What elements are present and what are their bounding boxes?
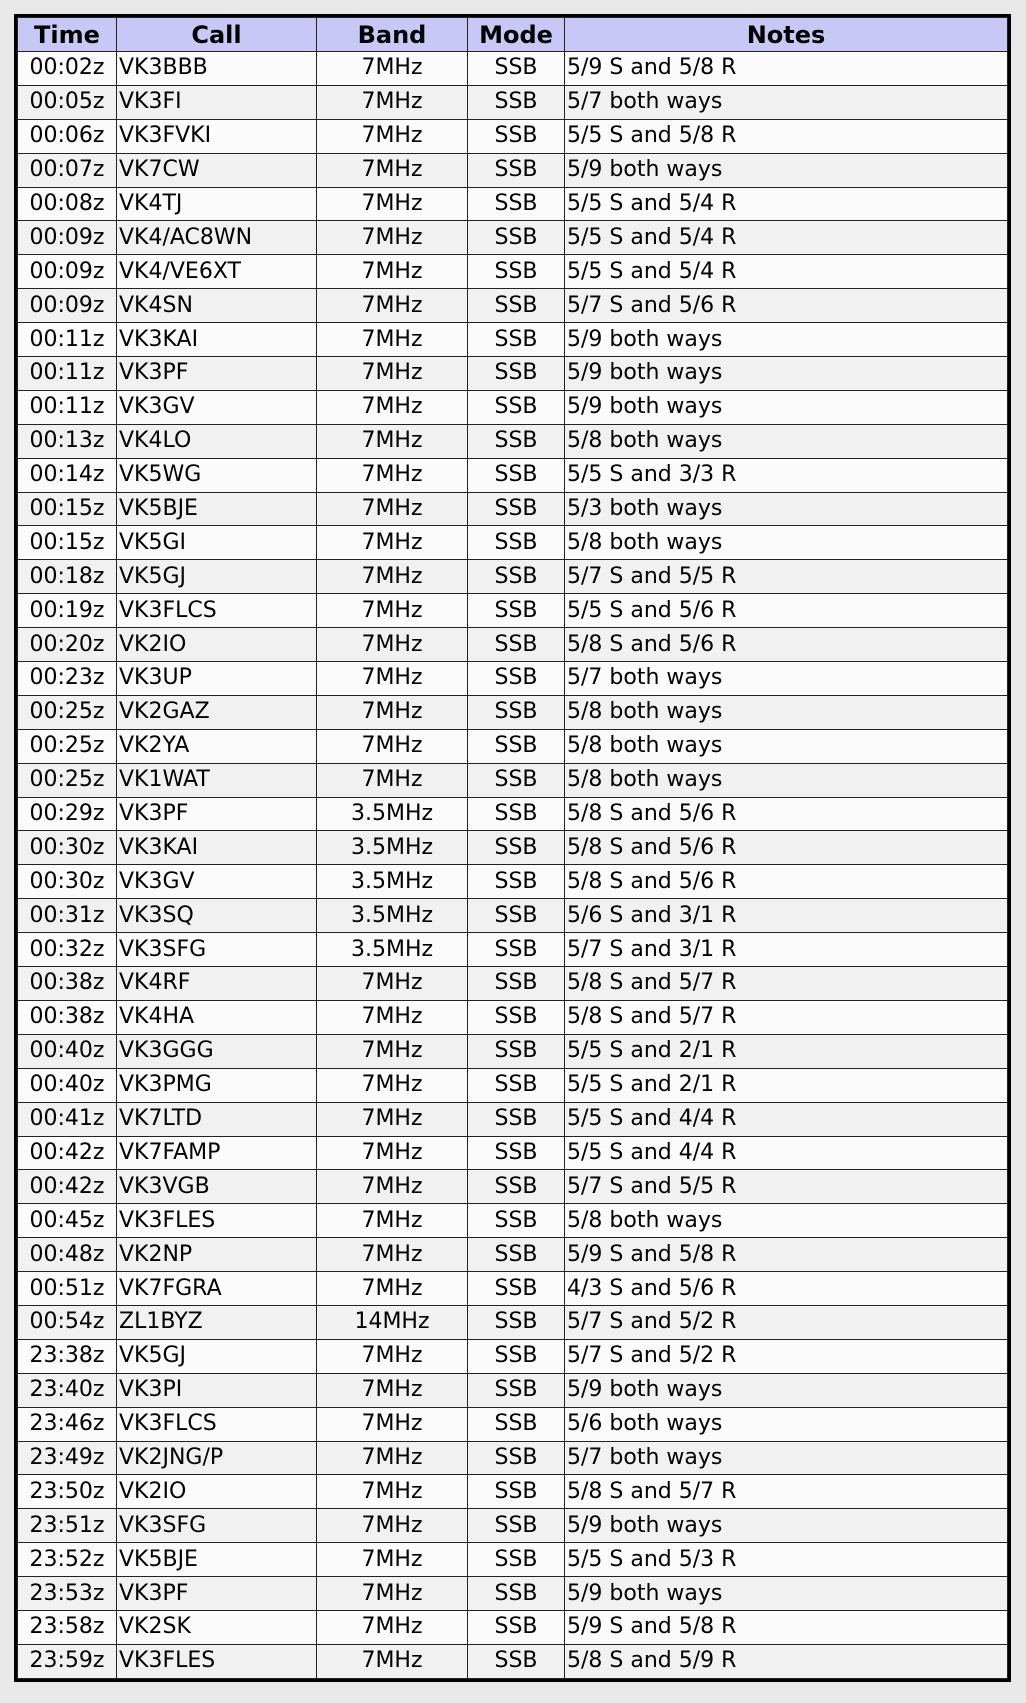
cell-notes: 5/5 S and 4/4 R bbox=[565, 1102, 1008, 1136]
cell-band: 7MHz bbox=[317, 119, 468, 153]
cell-band: 7MHz bbox=[317, 1102, 468, 1136]
cell-band: 7MHz bbox=[317, 390, 468, 424]
cell-call: VK3PF bbox=[117, 1577, 317, 1611]
cell-band: 3.5MHz bbox=[317, 933, 468, 967]
table-row bbox=[18, 1034, 1008, 1068]
cell-band: 7MHz bbox=[317, 1136, 468, 1170]
table-row bbox=[18, 1577, 1008, 1611]
cell-band: 7MHz bbox=[317, 1373, 468, 1407]
cell-band: 7MHz bbox=[317, 1610, 468, 1644]
cell-time: 00:38z bbox=[18, 967, 117, 1001]
cell-time: 23:52z bbox=[18, 1543, 117, 1577]
cell-mode: SSB bbox=[468, 1610, 565, 1644]
cell-band: 7MHz bbox=[317, 52, 468, 86]
cell-mode: SSB bbox=[468, 255, 565, 289]
cell-notes: 5/9 S and 5/8 R bbox=[565, 52, 1008, 86]
table-row bbox=[18, 526, 1008, 560]
cell-time: 00:23z bbox=[18, 662, 117, 696]
cell-notes: 5/9 both ways bbox=[565, 1577, 1008, 1611]
cell-time: 23:46z bbox=[18, 1407, 117, 1441]
cell-band: 7MHz bbox=[317, 1543, 468, 1577]
cell-time: 23:51z bbox=[18, 1509, 117, 1543]
cell-mode: SSB bbox=[468, 560, 565, 594]
cell-time: 00:08z bbox=[18, 187, 117, 221]
cell-mode: SSB bbox=[468, 1475, 565, 1509]
cell-time: 00:51z bbox=[18, 1272, 117, 1306]
cell-mode: SSB bbox=[468, 1577, 565, 1611]
cell-time: 00:25z bbox=[18, 763, 117, 797]
cell-mode: SSB bbox=[468, 1238, 565, 1272]
cell-band: 3.5MHz bbox=[317, 899, 468, 933]
cell-time: 00:09z bbox=[18, 221, 117, 255]
cell-band: 7MHz bbox=[317, 1441, 468, 1475]
cell-notes: 5/5 S and 5/6 R bbox=[565, 594, 1008, 628]
cell-mode: SSB bbox=[468, 1102, 565, 1136]
cell-mode: SSB bbox=[468, 1034, 565, 1068]
cell-time: 00:30z bbox=[18, 865, 117, 899]
cell-band: 7MHz bbox=[317, 1204, 468, 1238]
table-row bbox=[18, 1441, 1008, 1475]
cell-call: VK3SFG bbox=[117, 933, 317, 967]
cell-notes: 5/5 S and 3/3 R bbox=[565, 458, 1008, 492]
cell-band: 14MHz bbox=[317, 1305, 468, 1339]
cell-time: 00:42z bbox=[18, 1170, 117, 1204]
cell-mode: SSB bbox=[468, 1068, 565, 1102]
cell-notes: 5/8 S and 5/7 R bbox=[565, 967, 1008, 1001]
cell-band: 7MHz bbox=[317, 1577, 468, 1611]
table-row bbox=[18, 1509, 1008, 1543]
cell-notes: 5/7 S and 5/6 R bbox=[565, 289, 1008, 323]
table-row bbox=[18, 628, 1008, 662]
column-header-time: Time bbox=[18, 18, 117, 52]
cell-time: 23:59z bbox=[18, 1644, 117, 1678]
cell-notes: 5/5 S and 4/4 R bbox=[565, 1136, 1008, 1170]
cell-band: 7MHz bbox=[317, 967, 468, 1001]
cell-time: 23:50z bbox=[18, 1475, 117, 1509]
cell-band: 7MHz bbox=[317, 1475, 468, 1509]
cell-call: VK4TJ bbox=[117, 187, 317, 221]
cell-call: VK7FGRA bbox=[117, 1272, 317, 1306]
cell-time: 00:38z bbox=[18, 1000, 117, 1034]
table-row bbox=[18, 492, 1008, 526]
cell-time: 00:45z bbox=[18, 1204, 117, 1238]
cell-mode: SSB bbox=[468, 1136, 565, 1170]
cell-call: VK4LO bbox=[117, 424, 317, 458]
cell-band: 7MHz bbox=[317, 187, 468, 221]
cell-call: VK5WG bbox=[117, 458, 317, 492]
cell-mode: SSB bbox=[468, 1305, 565, 1339]
cell-time: 00:11z bbox=[18, 323, 117, 357]
table-row bbox=[18, 1000, 1008, 1034]
cell-notes: 5/7 both ways bbox=[565, 1441, 1008, 1475]
cell-band: 7MHz bbox=[317, 1509, 468, 1543]
cell-notes: 5/9 both ways bbox=[565, 1373, 1008, 1407]
column-header-notes: Notes bbox=[565, 18, 1008, 52]
cell-notes: 5/7 S and 3/1 R bbox=[565, 933, 1008, 967]
cell-notes: 5/8 both ways bbox=[565, 695, 1008, 729]
cell-notes: 5/7 S and 5/5 R bbox=[565, 560, 1008, 594]
cell-time: 00:02z bbox=[18, 52, 117, 86]
cell-time: 23:40z bbox=[18, 1373, 117, 1407]
cell-mode: SSB bbox=[468, 52, 565, 86]
table-row bbox=[18, 85, 1008, 119]
table-row bbox=[18, 1543, 1008, 1577]
cell-band: 7MHz bbox=[317, 1238, 468, 1272]
cell-notes: 5/6 S and 3/1 R bbox=[565, 899, 1008, 933]
table-row bbox=[18, 1644, 1008, 1678]
table-row bbox=[18, 865, 1008, 899]
cell-call: VK5GJ bbox=[117, 560, 317, 594]
cell-time: 00:41z bbox=[18, 1102, 117, 1136]
cell-mode: SSB bbox=[468, 424, 565, 458]
table-row bbox=[18, 1136, 1008, 1170]
cell-mode: SSB bbox=[468, 933, 565, 967]
table-row bbox=[18, 899, 1008, 933]
table-row bbox=[18, 119, 1008, 153]
cell-mode: SSB bbox=[468, 1441, 565, 1475]
cell-call: VK5BJE bbox=[117, 492, 317, 526]
cell-mode: SSB bbox=[468, 85, 565, 119]
cell-call: VK7CW bbox=[117, 153, 317, 187]
table-row bbox=[18, 1305, 1008, 1339]
table-row bbox=[18, 52, 1008, 86]
cell-notes: 5/9 both ways bbox=[565, 390, 1008, 424]
cell-call: VK3KAI bbox=[117, 323, 317, 357]
cell-mode: SSB bbox=[468, 729, 565, 763]
cell-notes: 5/5 S and 5/8 R bbox=[565, 119, 1008, 153]
cell-call: VK4SN bbox=[117, 289, 317, 323]
cell-band: 7MHz bbox=[317, 695, 468, 729]
table-row bbox=[18, 967, 1008, 1001]
column-header-mode: Mode bbox=[468, 18, 565, 52]
cell-time: 00:29z bbox=[18, 797, 117, 831]
cell-notes: 5/7 S and 5/2 R bbox=[565, 1305, 1008, 1339]
table-row bbox=[18, 1102, 1008, 1136]
cell-call: VK3FLCS bbox=[117, 1407, 317, 1441]
cell-notes: 5/8 both ways bbox=[565, 1204, 1008, 1238]
cell-mode: SSB bbox=[468, 899, 565, 933]
cell-call: VK2JNG/P bbox=[117, 1441, 317, 1475]
cell-mode: SSB bbox=[468, 119, 565, 153]
cell-mode: SSB bbox=[468, 1339, 565, 1373]
table-body bbox=[18, 52, 1008, 1679]
cell-call: VK2YA bbox=[117, 729, 317, 763]
cell-mode: SSB bbox=[468, 1170, 565, 1204]
cell-band: 7MHz bbox=[317, 1170, 468, 1204]
cell-time: 00:09z bbox=[18, 255, 117, 289]
cell-call: VK3UP bbox=[117, 662, 317, 696]
header-row bbox=[18, 18, 1008, 52]
cell-notes: 4/3 S and 5/6 R bbox=[565, 1272, 1008, 1306]
cell-mode: SSB bbox=[468, 153, 565, 187]
cell-time: 00:25z bbox=[18, 695, 117, 729]
cell-mode: SSB bbox=[468, 1373, 565, 1407]
table-row bbox=[18, 1170, 1008, 1204]
cell-notes: 5/7 S and 5/2 R bbox=[565, 1339, 1008, 1373]
cell-mode: SSB bbox=[468, 797, 565, 831]
cell-call: VK3PF bbox=[117, 357, 317, 391]
cell-notes: 5/7 both ways bbox=[565, 85, 1008, 119]
cell-time: 00:42z bbox=[18, 1136, 117, 1170]
cell-band: 7MHz bbox=[317, 458, 468, 492]
cell-time: 00:19z bbox=[18, 594, 117, 628]
cell-band: 7MHz bbox=[317, 763, 468, 797]
cell-band: 7MHz bbox=[317, 1272, 468, 1306]
cell-time: 00:14z bbox=[18, 458, 117, 492]
cell-mode: SSB bbox=[468, 390, 565, 424]
cell-notes: 5/8 S and 5/9 R bbox=[565, 1644, 1008, 1678]
cell-call: ZL1BYZ bbox=[117, 1305, 317, 1339]
cell-call: VK2NP bbox=[117, 1238, 317, 1272]
cell-mode: SSB bbox=[468, 1272, 565, 1306]
cell-notes: 5/5 S and 2/1 R bbox=[565, 1034, 1008, 1068]
table-row bbox=[18, 763, 1008, 797]
cell-notes: 5/8 S and 5/6 R bbox=[565, 865, 1008, 899]
cell-call: VK2GAZ bbox=[117, 695, 317, 729]
cell-call: VK3FLES bbox=[117, 1644, 317, 1678]
cell-time: 00:05z bbox=[18, 85, 117, 119]
cell-notes: 5/8 both ways bbox=[565, 526, 1008, 560]
table-row bbox=[18, 662, 1008, 696]
cell-call: VK7FAMP bbox=[117, 1136, 317, 1170]
cell-mode: SSB bbox=[468, 865, 565, 899]
cell-band: 7MHz bbox=[317, 1068, 468, 1102]
cell-band: 7MHz bbox=[317, 594, 468, 628]
table-row bbox=[18, 458, 1008, 492]
cell-mode: SSB bbox=[468, 1644, 565, 1678]
cell-time: 00:15z bbox=[18, 492, 117, 526]
cell-mode: SSB bbox=[468, 1000, 565, 1034]
column-header-band: Band bbox=[317, 18, 468, 52]
table-row bbox=[18, 797, 1008, 831]
cell-mode: SSB bbox=[468, 1543, 565, 1577]
cell-call: VK3FVKI bbox=[117, 119, 317, 153]
table-row bbox=[18, 153, 1008, 187]
cell-time: 23:49z bbox=[18, 1441, 117, 1475]
cell-notes: 5/9 S and 5/8 R bbox=[565, 1238, 1008, 1272]
cell-call: VK3FLCS bbox=[117, 594, 317, 628]
cell-band: 3.5MHz bbox=[317, 865, 468, 899]
cell-mode: SSB bbox=[468, 1204, 565, 1238]
cell-notes: 5/8 S and 5/7 R bbox=[565, 1475, 1008, 1509]
cell-notes: 5/8 both ways bbox=[565, 729, 1008, 763]
cell-notes: 5/8 S and 5/6 R bbox=[565, 831, 1008, 865]
cell-call: VK3FLES bbox=[117, 1204, 317, 1238]
cell-notes: 5/9 both ways bbox=[565, 323, 1008, 357]
cell-call: VK3SFG bbox=[117, 1509, 317, 1543]
table-row bbox=[18, 695, 1008, 729]
cell-call: VK4/AC8WN bbox=[117, 221, 317, 255]
table-row bbox=[18, 390, 1008, 424]
table-row bbox=[18, 729, 1008, 763]
table-row bbox=[18, 1610, 1008, 1644]
table-row bbox=[18, 289, 1008, 323]
table-row bbox=[18, 187, 1008, 221]
cell-band: 7MHz bbox=[317, 85, 468, 119]
table-row bbox=[18, 594, 1008, 628]
cell-notes: 5/9 both ways bbox=[565, 357, 1008, 391]
cell-time: 23:38z bbox=[18, 1339, 117, 1373]
cell-mode: SSB bbox=[468, 1509, 565, 1543]
cell-mode: SSB bbox=[468, 763, 565, 797]
cell-band: 7MHz bbox=[317, 1034, 468, 1068]
cell-call: VK1WAT bbox=[117, 763, 317, 797]
table-row bbox=[18, 221, 1008, 255]
cell-notes: 5/8 S and 5/6 R bbox=[565, 797, 1008, 831]
cell-band: 7MHz bbox=[317, 153, 468, 187]
cell-notes: 5/5 S and 5/4 R bbox=[565, 255, 1008, 289]
cell-time: 00:40z bbox=[18, 1034, 117, 1068]
cell-time: 00:25z bbox=[18, 729, 117, 763]
cell-mode: SSB bbox=[468, 526, 565, 560]
cell-notes: 5/8 both ways bbox=[565, 763, 1008, 797]
table-row bbox=[18, 933, 1008, 967]
cell-time: 00:09z bbox=[18, 289, 117, 323]
table-row bbox=[18, 1339, 1008, 1373]
cell-time: 00:32z bbox=[18, 933, 117, 967]
cell-band: 7MHz bbox=[317, 323, 468, 357]
cell-mode: SSB bbox=[468, 221, 565, 255]
table-row bbox=[18, 323, 1008, 357]
cell-time: 00:31z bbox=[18, 899, 117, 933]
cell-mode: SSB bbox=[468, 831, 565, 865]
cell-notes: 5/5 S and 5/4 R bbox=[565, 187, 1008, 221]
cell-call: VK3KAI bbox=[117, 831, 317, 865]
cell-call: VK2IO bbox=[117, 628, 317, 662]
table-row bbox=[18, 1238, 1008, 1272]
cell-call: VK2IO bbox=[117, 1475, 317, 1509]
cell-call: VK4RF bbox=[117, 967, 317, 1001]
table-row bbox=[18, 831, 1008, 865]
table-row bbox=[18, 1272, 1008, 1306]
cell-mode: SSB bbox=[468, 662, 565, 696]
contact-log-table-container bbox=[14, 14, 1011, 1682]
cell-band: 7MHz bbox=[317, 492, 468, 526]
cell-mode: SSB bbox=[468, 323, 565, 357]
cell-time: 00:30z bbox=[18, 831, 117, 865]
cell-time: 00:07z bbox=[18, 153, 117, 187]
table-row bbox=[18, 1204, 1008, 1238]
cell-notes: 5/7 S and 5/5 R bbox=[565, 1170, 1008, 1204]
cell-band: 7MHz bbox=[317, 424, 468, 458]
table-row bbox=[18, 1068, 1008, 1102]
cell-call: VK5GJ bbox=[117, 1339, 317, 1373]
table-row bbox=[18, 255, 1008, 289]
cell-notes: 5/9 S and 5/8 R bbox=[565, 1610, 1008, 1644]
cell-mode: SSB bbox=[468, 187, 565, 221]
table-row bbox=[18, 357, 1008, 391]
cell-call: VK3GV bbox=[117, 865, 317, 899]
cell-time: 00:11z bbox=[18, 390, 117, 424]
cell-notes: 5/9 both ways bbox=[565, 153, 1008, 187]
cell-mode: SSB bbox=[468, 357, 565, 391]
cell-band: 7MHz bbox=[317, 662, 468, 696]
contact-log-table bbox=[17, 17, 1008, 1679]
cell-band: 7MHz bbox=[317, 1339, 468, 1373]
cell-call: VK3PMG bbox=[117, 1068, 317, 1102]
cell-time: 23:58z bbox=[18, 1610, 117, 1644]
cell-band: 7MHz bbox=[317, 628, 468, 662]
cell-notes: 5/5 S and 5/4 R bbox=[565, 221, 1008, 255]
cell-notes: 5/5 S and 2/1 R bbox=[565, 1068, 1008, 1102]
cell-call: VK5GI bbox=[117, 526, 317, 560]
cell-call: VK3VGB bbox=[117, 1170, 317, 1204]
cell-band: 7MHz bbox=[317, 1407, 468, 1441]
cell-time: 00:20z bbox=[18, 628, 117, 662]
cell-call: VK4/VE6XT bbox=[117, 255, 317, 289]
table-header bbox=[18, 18, 1008, 52]
cell-time: 00:40z bbox=[18, 1068, 117, 1102]
cell-call: VK3BBB bbox=[117, 52, 317, 86]
cell-band: 7MHz bbox=[317, 560, 468, 594]
cell-notes: 5/5 S and 5/3 R bbox=[565, 1543, 1008, 1577]
cell-mode: SSB bbox=[468, 289, 565, 323]
cell-call: VK3SQ bbox=[117, 899, 317, 933]
cell-mode: SSB bbox=[468, 695, 565, 729]
cell-call: VK4HA bbox=[117, 1000, 317, 1034]
cell-time: 00:06z bbox=[18, 119, 117, 153]
cell-notes: 5/8 S and 5/7 R bbox=[565, 1000, 1008, 1034]
cell-notes: 5/6 both ways bbox=[565, 1407, 1008, 1441]
cell-mode: SSB bbox=[468, 628, 565, 662]
cell-mode: SSB bbox=[468, 458, 565, 492]
cell-band: 7MHz bbox=[317, 1000, 468, 1034]
table-row bbox=[18, 1475, 1008, 1509]
cell-time: 00:15z bbox=[18, 526, 117, 560]
cell-mode: SSB bbox=[468, 492, 565, 526]
cell-notes: 5/8 S and 5/6 R bbox=[565, 628, 1008, 662]
cell-time: 00:54z bbox=[18, 1305, 117, 1339]
cell-call: VK3GV bbox=[117, 390, 317, 424]
cell-band: 3.5MHz bbox=[317, 797, 468, 831]
cell-call: VK5BJE bbox=[117, 1543, 317, 1577]
cell-band: 7MHz bbox=[317, 1644, 468, 1678]
cell-mode: SSB bbox=[468, 967, 565, 1001]
cell-time: 00:18z bbox=[18, 560, 117, 594]
cell-time: 00:11z bbox=[18, 357, 117, 391]
table-row bbox=[18, 1373, 1008, 1407]
table-row bbox=[18, 560, 1008, 594]
cell-time: 00:13z bbox=[18, 424, 117, 458]
cell-call: VK3GGG bbox=[117, 1034, 317, 1068]
column-header-call: Call bbox=[117, 18, 317, 52]
cell-call: VK3FI bbox=[117, 85, 317, 119]
table-row bbox=[18, 424, 1008, 458]
cell-mode: SSB bbox=[468, 594, 565, 628]
cell-call: VK7LTD bbox=[117, 1102, 317, 1136]
cell-call: VK2SK bbox=[117, 1610, 317, 1644]
cell-notes: 5/7 both ways bbox=[565, 662, 1008, 696]
cell-band: 7MHz bbox=[317, 255, 468, 289]
cell-band: 7MHz bbox=[317, 526, 468, 560]
cell-call: VK3PI bbox=[117, 1373, 317, 1407]
cell-notes: 5/8 both ways bbox=[565, 424, 1008, 458]
cell-band: 7MHz bbox=[317, 729, 468, 763]
cell-band: 7MHz bbox=[317, 357, 468, 391]
cell-band: 7MHz bbox=[317, 221, 468, 255]
cell-time: 00:48z bbox=[18, 1238, 117, 1272]
cell-notes: 5/9 both ways bbox=[565, 1509, 1008, 1543]
cell-mode: SSB bbox=[468, 1407, 565, 1441]
cell-call: VK3PF bbox=[117, 797, 317, 831]
cell-band: 7MHz bbox=[317, 289, 468, 323]
cell-notes: 5/3 both ways bbox=[565, 492, 1008, 526]
cell-time: 23:53z bbox=[18, 1577, 117, 1611]
table-row bbox=[18, 1407, 1008, 1441]
cell-band: 3.5MHz bbox=[317, 831, 468, 865]
